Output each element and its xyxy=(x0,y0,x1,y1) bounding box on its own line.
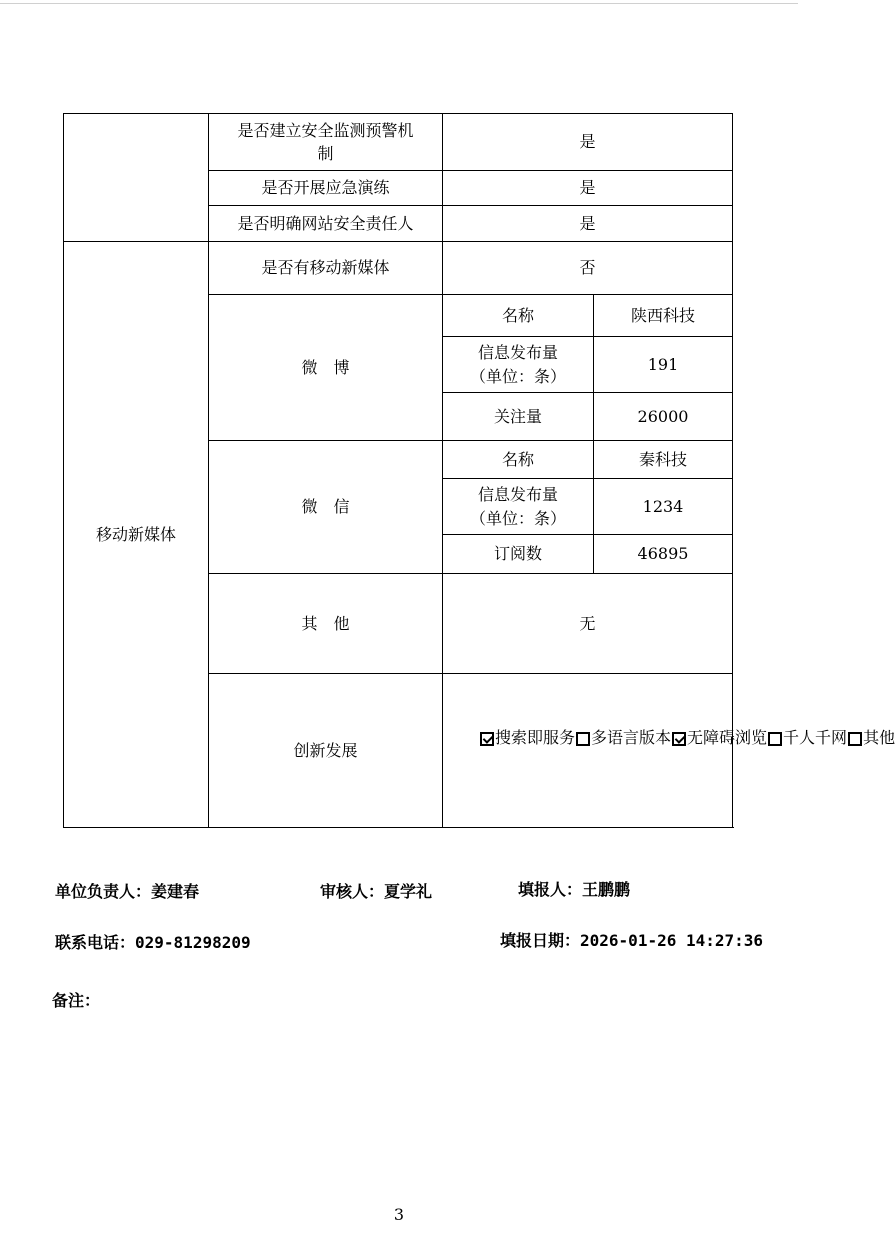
filler-label: 填报人： xyxy=(518,880,583,899)
option-other: 其他 xyxy=(863,728,895,747)
other-media-label: 其 他 xyxy=(209,574,443,674)
weibo-followers-value: 26000 xyxy=(594,393,733,441)
responsible-value: 姜建春 xyxy=(151,882,200,901)
checkbox-empty-icon[interactable] xyxy=(848,732,862,746)
security-monitoring-value: 是 xyxy=(443,114,733,171)
wechat-posts-label-line1: 信息发布量 xyxy=(477,485,558,505)
security-monitoring-label: 是否建立安全监测预警机制 xyxy=(209,114,443,171)
checkbox-checked-icon[interactable] xyxy=(480,732,494,746)
wechat-subscribers-label: 订阅数 xyxy=(443,535,594,574)
security-responsible-label: 是否明确网站安全责任人 xyxy=(209,206,443,242)
other-media-value: 无 xyxy=(443,574,733,674)
emergency-drill-value: 是 xyxy=(443,171,733,206)
option-accessibility: 无障碍浏览 xyxy=(687,728,768,747)
wechat-name-value: 秦科技 xyxy=(594,441,733,479)
weibo-posts-label-line2: （单位：条） xyxy=(469,366,566,386)
table-row xyxy=(64,114,733,171)
table-row xyxy=(64,242,733,295)
weibo-posts-value: 191 xyxy=(594,337,733,393)
checkbox-empty-icon[interactable] xyxy=(768,732,782,746)
date-value: 2026-01-26 14:27:36 xyxy=(580,931,764,950)
wechat-name-label: 名称 xyxy=(443,441,594,479)
weibo-name-value: 陕西科技 xyxy=(594,295,733,337)
mobile-media-section-label: 移动新媒体 xyxy=(64,242,209,828)
report-table xyxy=(63,113,895,828)
security-responsible-value: 是 xyxy=(443,206,733,242)
innovation-section-label: 创新发展 xyxy=(209,674,443,828)
security-section-cell xyxy=(64,114,209,242)
checkbox-checked-icon[interactable] xyxy=(672,732,686,746)
emergency-drill-label: 是否开展应急演练 xyxy=(209,171,443,206)
contact-phone xyxy=(55,930,251,953)
filler-value: 王鹏鹏 xyxy=(582,880,631,899)
wechat-posts-value: 1234 xyxy=(594,479,733,535)
filler xyxy=(518,877,630,900)
reviewer xyxy=(320,879,432,902)
wechat-subscribers-value: 46895 xyxy=(594,535,733,574)
wechat-posts-label-line2: （单位：条） xyxy=(469,508,566,528)
reviewer-label: 审核人： xyxy=(320,882,385,901)
phone-value: 029-81298209 xyxy=(135,933,251,952)
weibo-posts-label-line1: 信息发布量 xyxy=(477,343,558,363)
remarks-label: 备注： xyxy=(52,991,101,1010)
remarks xyxy=(52,988,100,1011)
weibo-label: 微 博 xyxy=(209,295,443,441)
has-mobile-media-value: 否 xyxy=(443,242,733,295)
phone-label: 联系电话： xyxy=(55,933,136,952)
weibo-followers-label: 关注量 xyxy=(443,393,594,441)
date-label: 填报日期： xyxy=(500,931,581,950)
weibo-name-label: 名称 xyxy=(443,295,594,337)
option-personalized: 千人千网 xyxy=(783,728,848,747)
has-mobile-media-label: 是否有移动新媒体 xyxy=(209,242,443,295)
reviewer-value: 夏学礼 xyxy=(384,882,433,901)
page-number: 3 xyxy=(393,1205,405,1224)
option-multilingual: 多语言版本 xyxy=(591,728,672,747)
page-top-rule xyxy=(0,3,798,4)
checkbox-empty-icon[interactable] xyxy=(576,732,590,746)
option-search-as-service: 搜索即服务 xyxy=(495,728,576,747)
wechat-label: 微 信 xyxy=(209,441,443,574)
responsible-label: 单位负责人： xyxy=(55,882,152,901)
wechat-posts-label xyxy=(443,479,594,535)
responsible-person xyxy=(55,879,199,902)
weibo-posts-label xyxy=(443,337,594,393)
innovation-options xyxy=(443,674,895,828)
fill-date xyxy=(500,928,763,951)
